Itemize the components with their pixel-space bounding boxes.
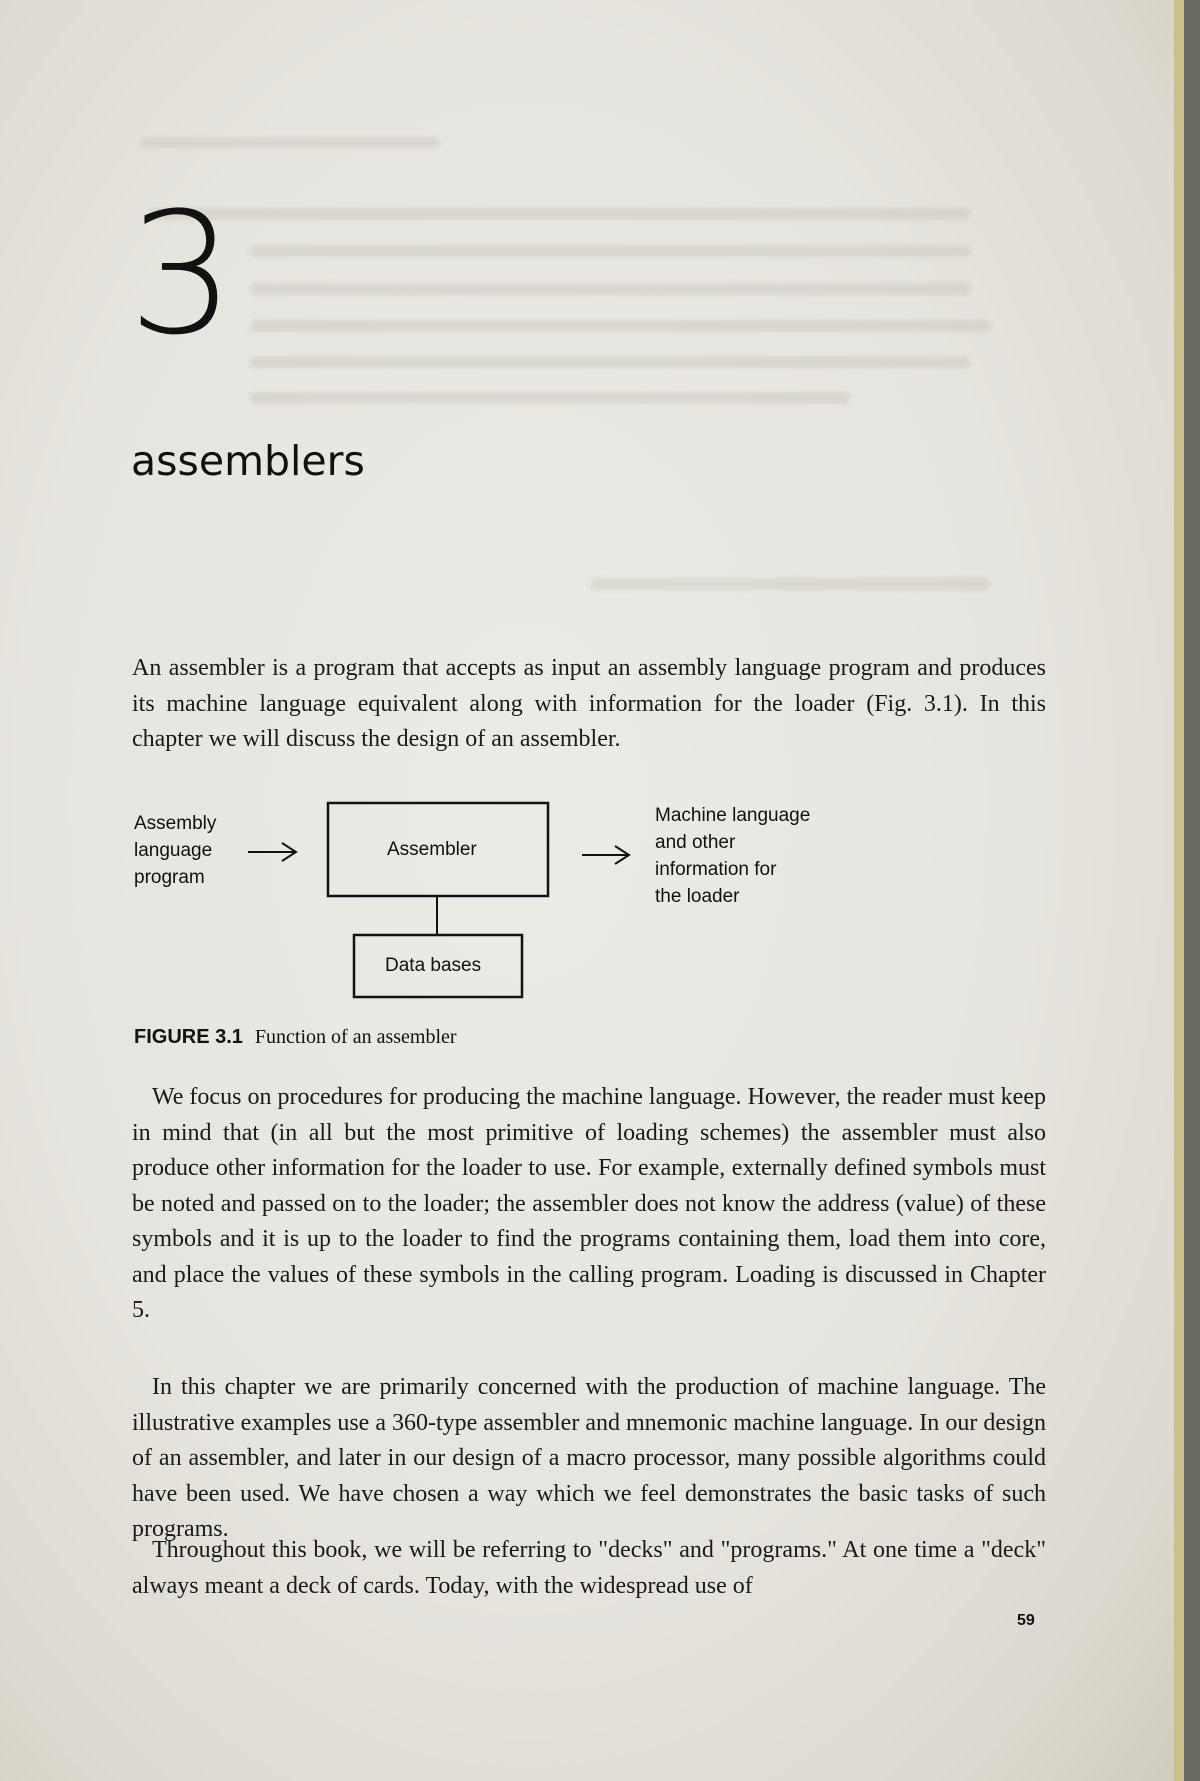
show-through-text xyxy=(150,208,970,220)
chapter-title: assemblers xyxy=(131,437,365,485)
input-label-line: language xyxy=(134,840,213,861)
output-label-line: information for xyxy=(655,859,777,880)
figure-caption-text: Function of an assembler xyxy=(254,1026,457,1048)
output-label xyxy=(655,802,810,910)
chapter-number: 3 xyxy=(128,176,235,372)
input-label xyxy=(134,810,216,891)
output-arrow xyxy=(582,846,629,864)
page-number: 59 xyxy=(1017,1612,1035,1629)
output-label-line: and other xyxy=(655,832,736,853)
intro-paragraph: An assembler is a program that accepts as input an assembly language program and produces its machine language equivalent along with information for the loader (Fig. 3.1). In this chapter we will discuss the design of an assembler. xyxy=(132,655,1046,752)
figure-caption xyxy=(134,1026,457,1049)
assembler-label: Assembler xyxy=(387,839,477,860)
show-through-text xyxy=(250,392,850,404)
data-bases-label: Data bases xyxy=(385,955,482,976)
output-label-line: the loader xyxy=(655,886,740,907)
show-through-text xyxy=(250,356,970,368)
input-arrow xyxy=(248,843,296,861)
show-through-text xyxy=(250,283,970,295)
body-paragraph: We focus on procedures for producing the machine language. However, the reader must keep in mind that (in all but the most primitive of loading schemes) the assembler must also produce other information for the loader to use. For example, externally defined symbols must be noted and passed on to the loader; the assembler does not know the address (value) of these symbols and it is up to the loader to find the programs containing them, load them into core, and place the values of these symbols in the calling program. Loading is discussed in Chapter 5. xyxy=(132,1084,1046,1323)
body-paragraph: Throughout this book, we will be referring to "decks" and "programs." At one time a "deck" always meant a deck of cards. Today, with the widespread use of xyxy=(132,1537,1046,1599)
input-label-line: Assembly xyxy=(134,813,217,834)
input-label-line: program xyxy=(134,867,205,888)
show-through-text xyxy=(250,320,990,332)
show-through-text xyxy=(140,138,440,148)
show-through-text xyxy=(590,578,990,590)
body-paragraph: In this chapter we are primarily concerned with the production of machine language. The illustrative examples use a 360-type assembler and mnemonic machine language. In our design of an assembler, and later in our design of a macro processor, many possible algorithms could have been used. We have chosen a way which we feel demonstrates the basic tasks of such programs. xyxy=(132,1374,1046,1542)
show-through-text xyxy=(250,245,970,257)
output-label-line: Machine language xyxy=(655,805,811,826)
figure-caption-label: FIGURE 3.1 xyxy=(134,1026,243,1048)
